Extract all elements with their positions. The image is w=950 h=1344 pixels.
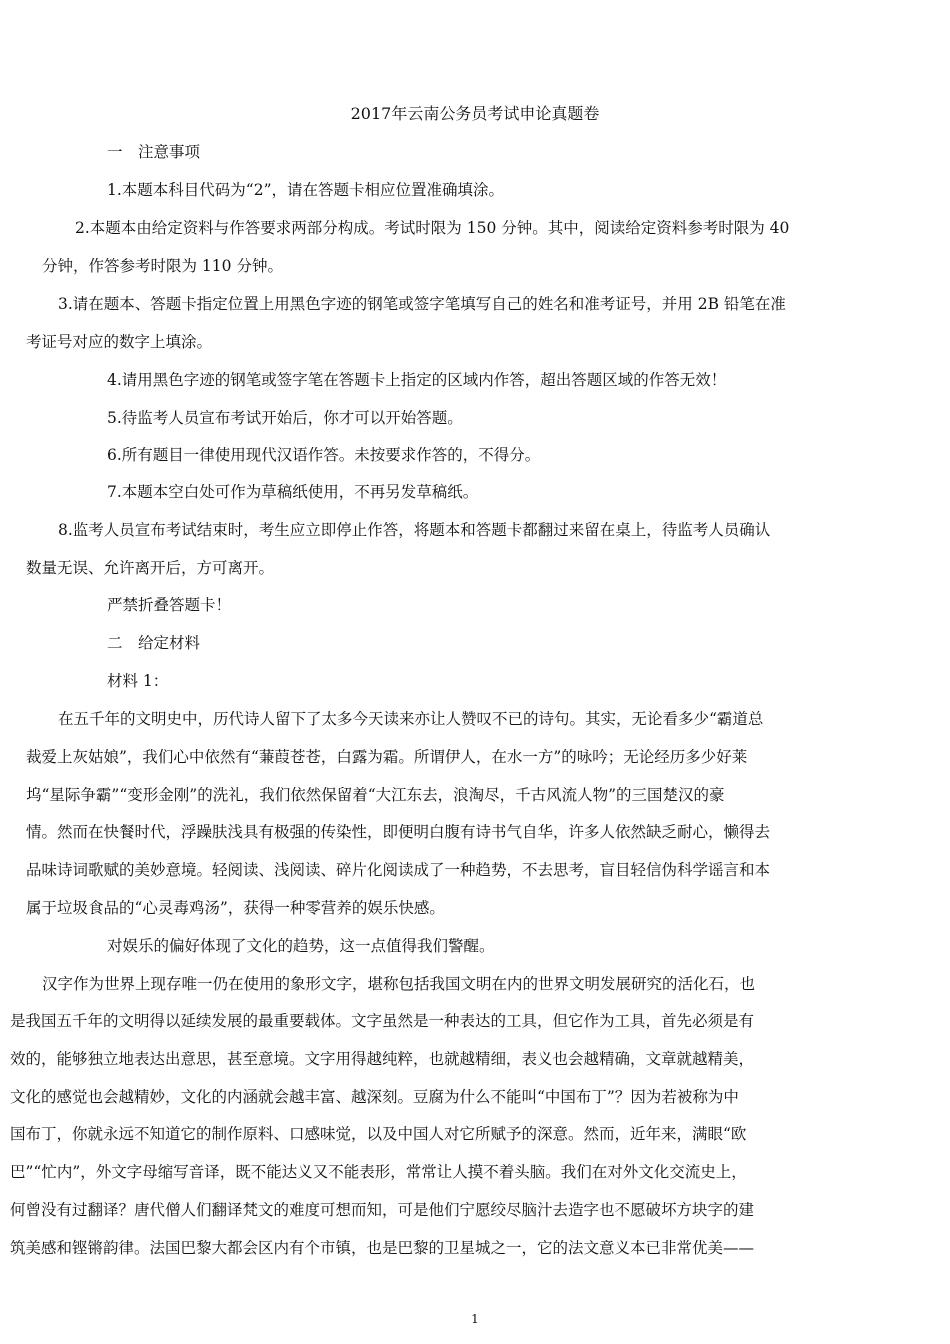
material-1-line: 在五千年的文明史中，历代诗人留下了太多今天读来亦让人赞叹不已的诗句。其实，无论看多少“霸道总 bbox=[58, 710, 764, 728]
notice-item-2-cont: 分钟，作答参考时限为 110 分钟。 bbox=[42, 257, 283, 275]
material-1-line: 国布丁，你就永远不知道它的制作原料、口感味觉，以及中国人对它所赋予的深意。然而，近年来，满眼“欧 bbox=[10, 1125, 747, 1143]
material-1-line: 筑美感和铿锵韵律。法国巴黎大都会区内有个市镇，也是巴黎的卫星城之一，它的法文意义本已非常优美—— bbox=[10, 1239, 755, 1257]
material-1-line: 汉字作为世界上现存唯一仍在使用的象形文字，堪称包括我国文明在内的世界文明发展研究的活化石，也 bbox=[42, 975, 756, 993]
notice-item-3: 3.请在题本、答题卡指定位置上用黑色字迹的钢笔或签字笔填写自己的姓名和准考证号，并用 2B 铅笔在准 bbox=[58, 295, 786, 313]
notice-item-2: 2.本题本由给定资料与作答要求两部分构成。考试时限为 150 分钟。其中，阅读给定资料参考时限为 40 bbox=[75, 219, 790, 237]
warning-text: 严禁折叠答题卡！ bbox=[107, 596, 232, 614]
notice-item-4: 4.请用黑色字迹的钢笔或签字笔在答题卡上指定的区域内作答，超出答题区域的作答无效！ bbox=[107, 371, 727, 389]
material-1-line: 巴”“忙内”，外文字母缩写音译，既不能达义又不能表形，常常让人摸不着头脑。我们在对外文化交流史上， bbox=[10, 1163, 747, 1181]
section-heading-notes: 一 注意事项 bbox=[107, 143, 201, 161]
document-title: 2017年云南公务员考试申论真题卷 bbox=[350, 104, 600, 123]
material-1-line: 裁爱上灰姑娘”，我们心中依然有“蒹葭苍苍，白露为霜。所谓伊人，在水一方”的咏吟；无论经历多少好莱 bbox=[26, 748, 748, 766]
page-number: 1 bbox=[471, 1312, 479, 1326]
notice-item-8: 8.监考人员宣布考试结束时，考生应立即停止作答，将题本和答题卡都翻过来留在桌上，待监考人员确认 bbox=[58, 521, 771, 539]
notice-item-7: 7.本题本空白处可作为草稿纸使用，不再另发草稿纸。 bbox=[107, 483, 479, 501]
material-1-line: 效的，能够独立地表达出意思，甚至意境。文字用得越纯粹，也就越精细，表义也会越精确，文章就越精美， bbox=[10, 1050, 755, 1068]
material-1-line: 是我国五千年的文明得以延续发展的最重要载体。文字虽然是一种表达的工具，但它作为工具，首先必须是有 bbox=[10, 1012, 755, 1030]
notice-item-6: 6.所有题目一律使用现代汉语作答。未按要求作答的，不得分。 bbox=[107, 446, 541, 464]
material-1-line: 何曾没有过翻译？唐代僧人们翻译梵文的难度可想而知，可是他们宁愿绞尽脑汁去造字也不愿破坏方块字的建 bbox=[10, 1201, 755, 1219]
material-1-line: 属于垃圾食品的“心灵毒鸡汤”，获得一种零营养的娱乐快感。 bbox=[26, 899, 445, 917]
material-1-label: 材料 1： bbox=[107, 672, 169, 690]
material-1-line: 情。然而在快餐时代，浮躁肤浅具有极强的传染性，即便明白腹有诗书气自华，许多人依然缺乏耐心，懒得去 bbox=[26, 823, 771, 841]
notice-item-5: 5.待监考人员宣布考试开始后，你才可以开始答题。 bbox=[107, 409, 463, 427]
material-1-line: 坞“星际争霸”“变形金刚”的洗礼，我们依然保留着“大江东去，浪淘尽，千古风流人物”的三国楚汉的豪 bbox=[26, 786, 725, 804]
section-heading-materials: 二 给定材料 bbox=[107, 634, 201, 652]
material-1-line: 文化的感觉也会越精妙，文化的内涵就会越丰富、越深刻。豆腐为什么不能叫“中国布丁”？因为若被称为中 bbox=[10, 1088, 739, 1106]
material-1-line: 对娱乐的偏好体现了文化的趋势，这一点值得我们警醒。 bbox=[107, 937, 495, 955]
notice-item-1: 1.本题本科目代码为“2”，请在答题卡相应位置准确填涂。 bbox=[107, 181, 505, 199]
material-1-line: 品味诗词歌赋的美妙意境。轻阅读、浅阅读、碎片化阅读成了一种趋势，不去思考，盲目轻信伪科学谣言和本 bbox=[26, 861, 771, 879]
notice-item-8-cont: 数量无误、允许离开后，方可离开。 bbox=[26, 559, 275, 577]
notice-item-3-cont: 考证号对应的数字上填涂。 bbox=[26, 333, 213, 351]
